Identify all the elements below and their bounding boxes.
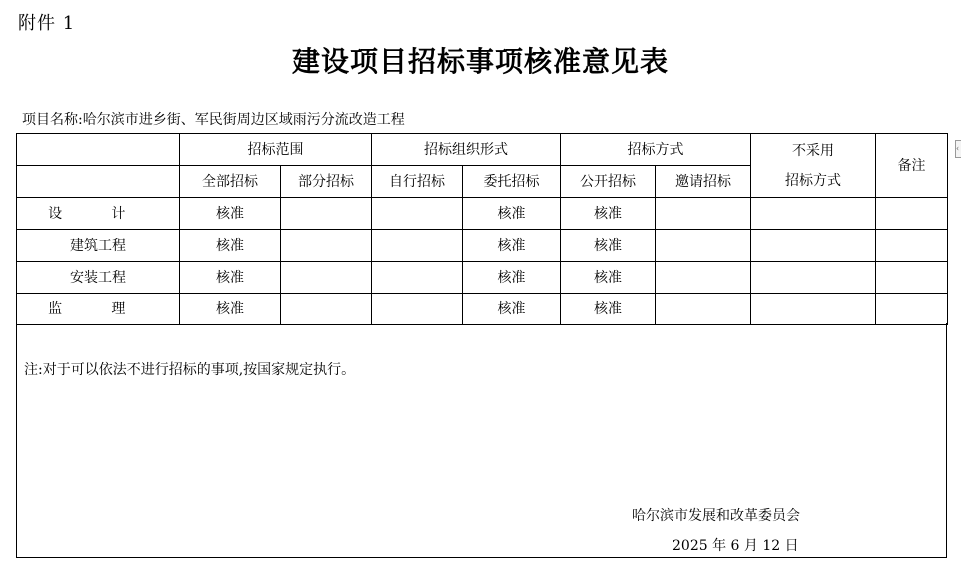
- table-cell: [876, 262, 948, 294]
- table-cell: [281, 230, 372, 262]
- table-cell: [751, 198, 876, 230]
- table-cell: [876, 230, 948, 262]
- subheader-entrusted-tender: 委托招标: [463, 166, 561, 198]
- note-text: 注:对于可以依法不进行招标的事项,按国家规定执行。: [24, 362, 356, 378]
- issuer-name: 哈尔滨市发展和改革委员会: [632, 508, 800, 524]
- table-cell: [372, 262, 463, 294]
- table-cell: 核准: [180, 262, 281, 294]
- header-corner-bottom: [17, 166, 180, 198]
- header-not-adopt-line2: 招标方式: [785, 172, 841, 189]
- subheader-full-tender: 全部招标: [180, 166, 281, 198]
- approval-table: [16, 133, 948, 325]
- table-cell: [372, 230, 463, 262]
- table-cell: [656, 198, 751, 230]
- table-cell: [281, 198, 372, 230]
- table-cell: 核准: [180, 230, 281, 262]
- table-cell: 核准: [180, 198, 281, 230]
- table-row-building: [17, 230, 948, 262]
- table-cell: [656, 262, 751, 294]
- subheader-invited-tender: 邀请招标: [656, 166, 751, 198]
- header-row-groups: [17, 134, 948, 166]
- table-cell: 核准: [463, 230, 561, 262]
- table-cell: 核准: [561, 262, 656, 294]
- table-cell: [751, 230, 876, 262]
- header-scope: 招标范围: [180, 134, 372, 166]
- table-row-supervision: [17, 294, 948, 325]
- document-title: 建设项目招标事项核准意见表: [291, 45, 669, 78]
- header-not-adopt: [751, 134, 876, 198]
- table-cell: [751, 294, 876, 325]
- project-name: 项目名称:哈尔滨市进乡街、军民街周边区域雨污分流改造工程: [22, 112, 405, 128]
- table-row-installation: [17, 262, 948, 294]
- issue-date: 2025 年 6 月 12 日: [672, 538, 799, 554]
- row-label: 安装工程: [17, 262, 180, 294]
- table-cell: 核准: [463, 262, 561, 294]
- table-row-design: [17, 198, 948, 230]
- subheader-self-tender: 自行招标: [372, 166, 463, 198]
- subheader-partial-tender: 部分招标: [281, 166, 372, 198]
- header-not-adopt-line1: 不采用: [792, 142, 834, 159]
- table-cell: [876, 294, 948, 325]
- table-cell: 核准: [561, 294, 656, 325]
- table-cell: 核准: [463, 294, 561, 325]
- table-cell: 核准: [180, 294, 281, 325]
- table-cell: [281, 294, 372, 325]
- table-cell: [656, 294, 751, 325]
- header-organization: 招标组织形式: [372, 134, 561, 166]
- row-label: 设 计: [17, 198, 180, 230]
- table-cell: [372, 294, 463, 325]
- row-label: 监 理: [17, 294, 180, 325]
- table-cell: 核准: [561, 230, 656, 262]
- table-cell: [876, 198, 948, 230]
- table-cell: [656, 230, 751, 262]
- table-cell: [281, 262, 372, 294]
- header-corner-top: [17, 134, 180, 166]
- header-remarks: 备注: [876, 134, 948, 198]
- table-cell: [372, 198, 463, 230]
- table-cell: 核准: [463, 198, 561, 230]
- note-section: [16, 323, 947, 558]
- header-method: 招标方式: [561, 134, 751, 166]
- table-cell: 核准: [561, 198, 656, 230]
- attachment-label: 附件 1: [18, 13, 76, 34]
- table-cell: [751, 262, 876, 294]
- scroll-handle-icon[interactable]: ‹: [955, 140, 961, 158]
- row-label: 建筑工程: [17, 230, 180, 262]
- subheader-open-tender: 公开招标: [561, 166, 656, 198]
